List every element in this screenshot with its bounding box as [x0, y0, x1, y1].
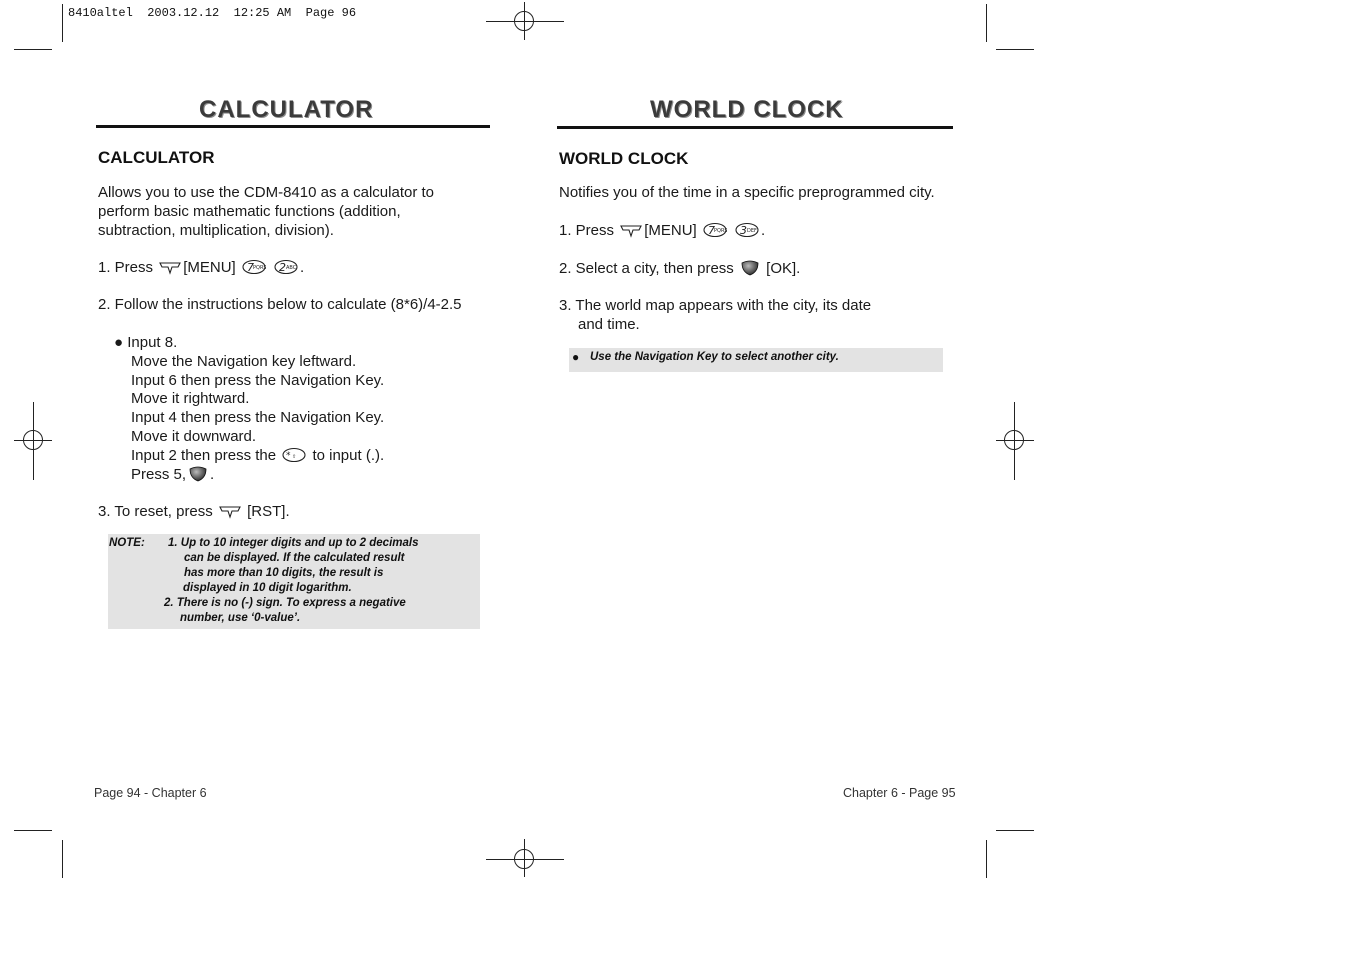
note-line: has more than 10 digits, the result is: [184, 567, 384, 579]
svg-text:⇧: ⇧: [292, 453, 297, 460]
intro-line: perform basic mathematic functions (addition,: [98, 202, 401, 220]
step-3-line: 3. The world map appears with the city, its date: [559, 297, 872, 314]
intro-line: Allows you to use the CDM-8410 as a calculator to: [98, 184, 434, 201]
step-3-line: and time.: [578, 315, 640, 333]
calculator-step-2: 2. Follow the instructions below to calculate (8*6)/4-2.5: [98, 296, 462, 313]
svg-text:3: 3: [740, 224, 748, 237]
instruction-line: Input 6 then press the Navigation Key.: [131, 371, 385, 389]
world-clock-intro: Notifies you of the time in a specific preprogrammed city.: [559, 184, 935, 201]
world-clock-step-1: 1. Press [MENU] 7 PQRS 3 DEF .: [559, 222, 765, 244]
softkey-icon: [159, 261, 181, 281]
note-line: can be displayed. If the calculated result: [184, 552, 405, 564]
calculator-intro: [98, 184, 434, 240]
key-7-icon: [242, 259, 266, 281]
bullet-icon: ●: [572, 350, 580, 364]
world-clock-step-3: [559, 297, 871, 335]
svg-text:7: 7: [246, 261, 254, 274]
softkey-icon: [219, 505, 241, 525]
world-clock-step-2: 2. Select a city, then press [OK].: [559, 260, 800, 282]
calculator-title-rule: [96, 125, 490, 128]
calculator-section-title: CALCULATOR: [98, 148, 215, 167]
world-clock-banner-title: WORLD CLOCK: [650, 96, 844, 123]
note-line: displayed in 10 digit logarithm.: [183, 582, 352, 594]
note-label: NOTE:: [109, 537, 145, 549]
svg-text:DEF: DEF: [747, 228, 757, 234]
svg-text:PQRS: PQRS: [252, 265, 266, 271]
svg-text:PQRS: PQRS: [713, 228, 727, 234]
right-page-footer: Chapter 6 - Page 95: [843, 786, 956, 800]
key-7-icon: [703, 222, 727, 244]
bullet-first-line: ● Input 8.: [114, 334, 178, 351]
note-line: 2. There is no (-) sign. To express a negative: [164, 597, 406, 609]
ok-key-icon: [188, 466, 208, 488]
world-clock-tip: [569, 348, 943, 372]
ok-key-icon: [740, 260, 760, 282]
calculator-instructions: [114, 334, 384, 484]
softkey-icon: [620, 224, 642, 244]
key-3-icon: [735, 222, 759, 244]
instruction-line: Move the Navigation key leftward.: [131, 352, 357, 370]
note-line: number, use ‘0-value’.: [180, 612, 301, 624]
tip-text: Use the Navigation Key to select another city.: [590, 351, 839, 363]
calculator-step-1: 1. Press [MENU] 7 PQRS 2 ABC .: [98, 259, 304, 281]
calculator-step-3: 3. To reset, press [RST].: [98, 503, 290, 525]
instruction-line: Input 4 then press the Navigation Key.: [131, 409, 385, 427]
svg-text:7: 7: [707, 224, 715, 237]
instruction-line-press-5: Press 5, .: [114, 466, 384, 485]
calculator-banner-title: CALCULATOR: [199, 96, 374, 123]
instruction-line: Move it downward.: [131, 427, 257, 445]
svg-text:2: 2: [279, 261, 287, 274]
print-slug: 8410altel 2003.12.12 12:25 AM Page 96: [68, 6, 357, 20]
bullet-icon: ●: [114, 334, 128, 351]
left-page-footer: Page 94 - Chapter 6: [94, 786, 207, 800]
intro-line: subtraction, multiplication, division).: [98, 221, 334, 239]
world-clock-section-title: WORLD CLOCK: [559, 149, 689, 168]
star-key-icon: [282, 447, 306, 469]
svg-text:ABC: ABC: [286, 265, 297, 271]
key-2-icon: [274, 259, 298, 281]
instruction-line-input-2: Input 2 then press the * ⇧ to input (.).: [114, 447, 384, 466]
svg-text:*: *: [286, 450, 291, 461]
note-line: 1. Up to 10 integer digits and up to 2 decimals: [168, 537, 419, 549]
calculator-note: [108, 534, 480, 629]
instruction-line: Move it rightward.: [131, 390, 250, 408]
world-clock-title-rule: [557, 126, 953, 129]
